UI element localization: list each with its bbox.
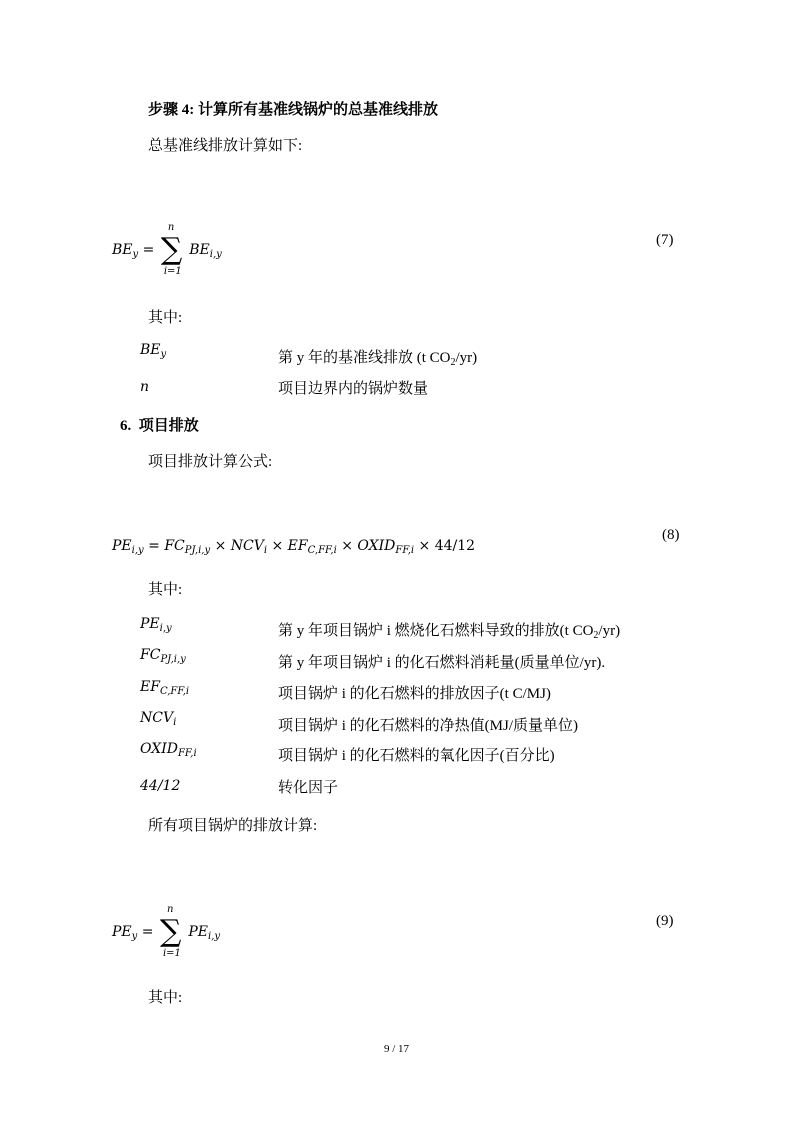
- def-symbol-OXID: $OXID_{FF,i}$: [140, 741, 197, 759]
- equation-7-number: (7): [656, 232, 674, 248]
- equation-8-number: (8): [662, 527, 680, 543]
- section-6-heading: [120, 416, 199, 436]
- def-symbol-NCV: $NCV_i$: [140, 710, 177, 728]
- def-symbol-FC: $FC_{PJ,i,y}$: [140, 647, 186, 665]
- step4-heading: 步骤 4: 计算所有基准线锅炉的总基准线排放: [148, 102, 438, 118]
- def-desc-factor: 转化因子: [278, 780, 339, 796]
- def-symbol-n: n: [140, 379, 150, 395]
- def-symbol-factor: 44/12: [140, 778, 181, 794]
- def-symbol-BEy: $BE_y$: [140, 342, 167, 360]
- def-desc-n: 项目边界内的锅炉数量: [278, 381, 429, 397]
- equation-7: $BE_y$ = n ∑ i=1 $BE_{i,y}$: [112, 222, 222, 277]
- sum-upper-limit: n: [167, 222, 175, 233]
- eq7-lhs-sub: y: [132, 249, 139, 260]
- def-desc-EF: 项目锅炉 i 的化石燃料的排放因子(t C/MJ): [278, 686, 551, 702]
- eq7-lhs: BE: [112, 242, 133, 258]
- equation-9: $PE_y$ = n ∑ i=1 $PE_{i,y}$: [112, 904, 221, 959]
- sum-upper-limit: n: [166, 904, 174, 915]
- def-desc-NCV: 项目锅炉 i 的化石燃料的净热值(MJ/质量单位): [278, 718, 579, 734]
- eq7-term-sub: i,y: [209, 249, 222, 260]
- step4-where: 其中:: [148, 310, 183, 326]
- eq7-term: BE: [189, 242, 210, 258]
- def-symbol-EF: $EF_{C,FF,i}$: [140, 679, 190, 697]
- def-symbol-PEiy: $PE_{i,y}$: [140, 616, 172, 634]
- section-6-title: 项目排放: [138, 418, 199, 434]
- sum-symbol: n ∑ i=1: [159, 904, 182, 959]
- def-desc-FC: 第 y 年项目锅炉 i 的化石燃料消耗量(质量单位/yr).: [278, 655, 606, 671]
- def-desc-PEiy: 第 y 年项目锅炉 i 燃烧化石燃料导致的排放(t $CO_2/yr$): [278, 623, 621, 641]
- sum-lower-limit: i=1: [163, 266, 182, 277]
- def-desc-OXID: 项目锅炉 i 的化石燃料的氧化因子(百分比): [278, 748, 555, 764]
- def-desc-BEy: 第 y 年的基准线排放 (t $CO_2/yr$): [278, 350, 478, 368]
- all-boilers-intro: 所有项目锅炉的排放计算:: [148, 818, 318, 834]
- sum-symbol: n ∑ i=1: [160, 222, 183, 277]
- step4-intro: 总基准线排放计算如下:: [148, 138, 303, 154]
- page-number: 9 / 17: [384, 1043, 410, 1055]
- equation-8: $PE_{i,y} = FC_{PJ,i,y} \times NCV_i \times EF_{C,FF,i}$ × $OXID_{FF,i} \times 44/12$: [112, 538, 476, 556]
- section6-where: 其中:: [148, 582, 183, 598]
- section-6-number: 6.: [120, 418, 132, 434]
- section6-intro: 项目排放计算公式:: [148, 454, 273, 470]
- section6-where-2: 其中:: [148, 990, 183, 1006]
- equation-9-number: (9): [656, 913, 674, 929]
- sum-lower-limit: i=1: [162, 948, 181, 959]
